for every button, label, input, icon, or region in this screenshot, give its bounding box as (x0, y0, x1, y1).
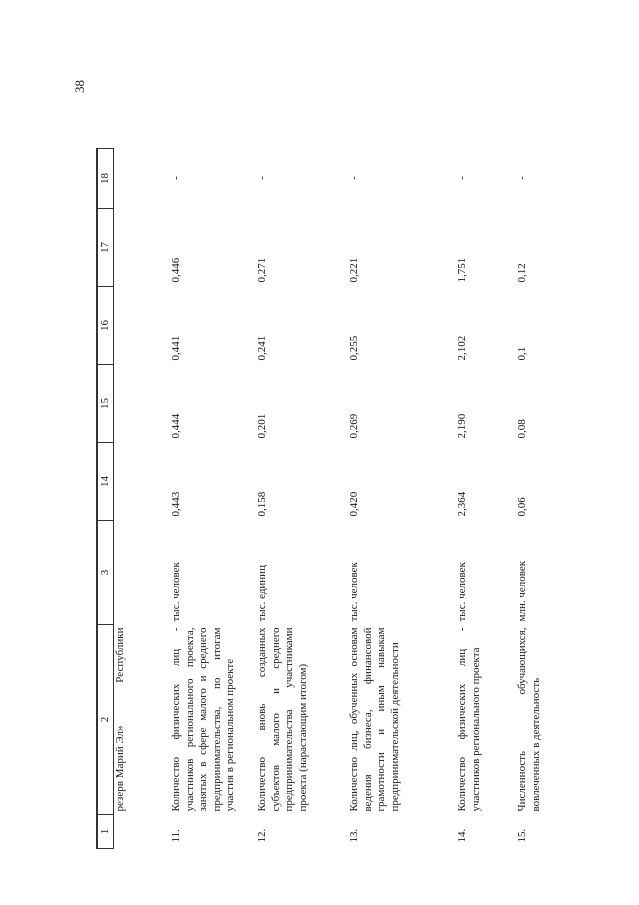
header-col-15: 15 (97, 365, 114, 443)
header-row (97, 149, 114, 849)
unit-cell: тыс. человек (456, 562, 469, 622)
value-col-18: - (170, 176, 183, 180)
continuation-left: резерв Марий Эл» (114, 725, 127, 812)
indicator-name: Количество вновь созданных субъектов малого и среднего предпринимательства участниками проекта (нарастающим итогом) (256, 627, 309, 812)
table-row (166, 149, 250, 849)
indicators-table (96, 148, 554, 849)
value-col-18: - (456, 176, 469, 180)
indicator-name: Количество физических лиц - участников регионального проекта (456, 627, 482, 812)
unit-cell: тыс. человек (170, 562, 183, 622)
value-col-14: 0,06 (516, 497, 529, 517)
table-row (510, 149, 554, 849)
value-col-17: 0,12 (516, 263, 529, 283)
header-col-14: 14 (97, 443, 114, 521)
value-col-16: 0,241 (256, 335, 269, 361)
value-col-16: 0,441 (170, 335, 183, 361)
table-row (450, 149, 510, 849)
indicator-name: Количество физических лиц - участников регионального проекта, занятых в сфере малого и среднего предпринимательства, по итогам участия в региональном проекте (170, 627, 237, 812)
value-col-14: 2,364 (456, 491, 469, 517)
header-col-16: 16 (97, 287, 114, 365)
row-number: 11. (170, 829, 183, 843)
value-col-17: 0,271 (256, 257, 269, 283)
value-col-15: 0,08 (516, 419, 529, 439)
unit-cell: тыс. человек (348, 562, 361, 622)
header-col-17: 17 (97, 209, 114, 287)
value-col-16: 0,1 (516, 346, 529, 361)
header-col-1: 1 (97, 815, 114, 849)
value-col-15: 2,190 (456, 413, 469, 439)
row-number: 15. (516, 828, 529, 843)
unit-cell: тыс. единиц (256, 565, 269, 622)
row-number: 12. (256, 828, 269, 843)
indicator-name: Количество лиц, обученных основам ведения бизнеса, финансовой грамотности и иным навыкам предпринимательской деятельности (348, 627, 401, 812)
value-col-15: 0,269 (348, 413, 361, 439)
value-col-14: 0,420 (348, 491, 361, 517)
value-col-16: 0,255 (348, 335, 361, 361)
row-number: 13. (348, 828, 361, 843)
indicator-name: Численность обучающихся, вовлеченных в деятельность (516, 627, 542, 812)
value-col-17: 0,221 (348, 257, 361, 283)
value-col-17: 0,446 (170, 257, 183, 283)
value-col-16: 2,102 (456, 335, 469, 361)
header-col-2: 2 (97, 625, 114, 815)
value-col-15: 0,444 (170, 413, 183, 439)
value-col-15: 0,201 (256, 413, 269, 439)
value-col-14: 0,158 (256, 491, 269, 517)
continuation-row (114, 149, 167, 849)
value-col-14: 0,443 (170, 491, 183, 517)
unit-cell: млн. человек (516, 560, 529, 622)
value-col-18: - (516, 176, 529, 180)
table-row (342, 149, 450, 849)
row-number: 14. (456, 828, 469, 843)
header-col-18: 18 (97, 149, 114, 209)
continuation-text (114, 625, 167, 815)
page-number: 38 (72, 80, 87, 93)
value-col-17: 1,751 (456, 257, 469, 283)
value-col-18: - (348, 176, 361, 180)
header-col-3: 3 (97, 521, 114, 625)
continuation-right: Республики (114, 627, 127, 683)
table-row (250, 149, 342, 849)
value-col-18: - (256, 176, 269, 180)
